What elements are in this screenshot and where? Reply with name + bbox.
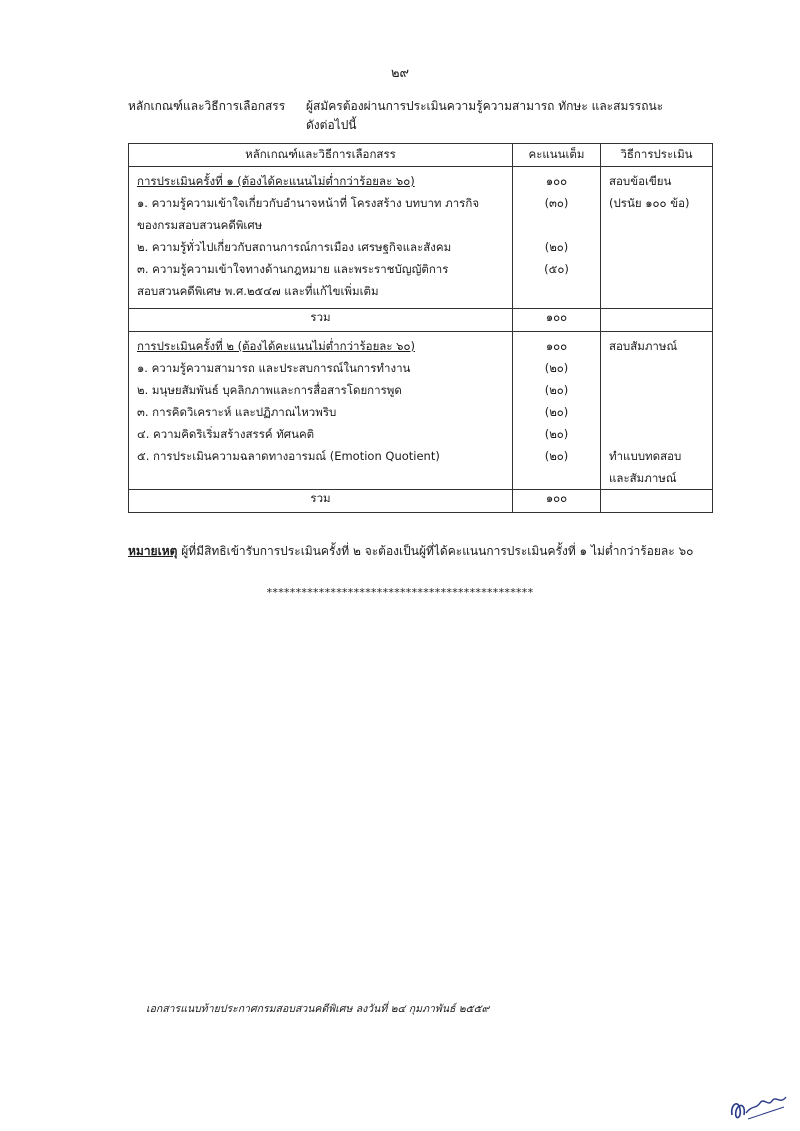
section-2-method-2-line-2: และสัมภาษณ์: [609, 471, 677, 485]
section-1-scores: [513, 167, 601, 309]
section-2-item-3-score: (๒๐): [544, 405, 569, 419]
section-2-item-1: ๑. ความรู้ความสามารถ และประสบการณ์ในการทำงาน: [137, 361, 411, 375]
section-1-method: [601, 167, 713, 309]
section-1-row: [129, 167, 713, 309]
section-2-method-2-line-1: ทำแบบทดสอบ: [609, 449, 682, 463]
intro-line-1: ผู้สมัครต้องผ่านการประเมินความรู้ความสามารถ ทักษะ และสมรรถนะ: [306, 99, 664, 113]
header-full-score: คะแนนเต็ม: [513, 144, 601, 167]
section-1-method-line-2: (ปรนัย ๑๐๐ ข้อ): [609, 196, 690, 210]
section-1-title-score: ๑๐๐: [545, 174, 568, 188]
section-1-item-1-line-1: ๑. ความรู้ความเข้าใจเกี่ยวกับอำนาจหน้าที่ โครงสร้าง บทบาท ภารกิจ: [137, 196, 480, 210]
section-1-item-3-line-1: ๓. ความรู้ความเข้าใจทางด้านกฎหมาย และพระราชบัญญัติการ: [137, 262, 449, 276]
criteria-table: [128, 143, 713, 513]
note: [128, 542, 693, 561]
separator: **********************************************: [266, 586, 534, 599]
table-header-row: [129, 144, 713, 167]
signature-mark: [726, 1085, 790, 1125]
intro-label: หลักเกณฑ์และวิธีการเลือกสรร: [128, 99, 286, 113]
section-2-total-row: [129, 490, 713, 513]
signature: [726, 1085, 790, 1129]
section-2-method-1: สอบสัมภาษณ์: [609, 339, 678, 353]
intro-line-2: ดังต่อไปนี้: [306, 118, 357, 132]
section-2-item-4: ๔. ความคิดริเริ่มสร้างสรรค์ ทัศนคติ: [137, 427, 315, 441]
section-1-criteria: [129, 167, 513, 309]
header-method: วิธีการประเมิน: [601, 144, 713, 167]
section-1-item-2-score: (๒๐): [544, 240, 569, 254]
section-2-item-2-score: (๒๐): [544, 383, 569, 397]
header-criteria: หลักเกณฑ์และวิธีการเลือกสรร: [129, 144, 513, 167]
section-2-title-score: ๑๐๐: [545, 339, 568, 353]
section-1-title: การประเมินครั้งที่ ๑ (ต้องได้คะแนนไม่ต่ำกว่าร้อยละ ๖๐): [137, 174, 415, 188]
section-2-item-2: ๒. มนุษยสัมพันธ์ บุคลิกภาพและการสื่อสารโดยการพูด: [137, 383, 402, 397]
section-2-title: การประเมินครั้งที่ ๒ (ต้องได้คะแนนไม่ต่ำกว่าร้อยละ ๖๐): [137, 339, 415, 353]
section-1-total-row: [129, 309, 713, 332]
section-1-item-1-line-2: ของกรมสอบสวนคดีพิเศษ: [137, 218, 263, 232]
section-2-item-3: ๓. การคิดวิเคราะห์ และปฏิภาณไหวพริบ: [137, 405, 337, 419]
note-label: หมายเหตุ: [128, 544, 178, 558]
page-number: ๒๙: [390, 66, 410, 81]
section-2-total-label: รวม: [129, 490, 513, 513]
section-2-item-1-score: (๒๐): [544, 361, 569, 375]
section-1-item-1-score: (๓๐): [544, 196, 569, 210]
note-text: ผู้ที่มีสิทธิเข้ารับการประเมินครั้งที่ ๒ จะต้องเป็นผู้ที่ได้คะแนนการประเมินครั้งที่ ๑ ไม่ต่ำกว่าร้อยละ ๖๐: [177, 544, 694, 558]
intro-text: [306, 97, 726, 135]
section-2-scores: [513, 332, 601, 490]
section-2-item-5-score: (๒๐): [544, 449, 569, 463]
section-2-method: [601, 332, 713, 490]
section-2-criteria: [129, 332, 513, 490]
section-1-item-3-line-2: สอบสวนคดีพิเศษ พ.ศ.๒๕๔๗ และที่แก้ไขเพิ่มเติม: [137, 284, 379, 298]
section-2-row: [129, 332, 713, 490]
section-2-total-score: ๑๐๐: [513, 490, 601, 513]
section-1-item-2: ๒. ความรู้ทั่วไปเกี่ยวกับสถานการณ์การเมือง เศรษฐกิจและสังคม: [137, 240, 452, 254]
section-1-total-score: ๑๐๐: [513, 309, 601, 332]
section-1-item-3-score: (๕๐): [544, 262, 569, 276]
section-1-method-line-1: สอบข้อเขียน: [609, 174, 672, 188]
section-2-item-4-score: (๒๐): [544, 427, 569, 441]
footer-reference: เอกสารแนบท้ายประกาศกรมสอบสวนคดีพิเศษ ลงวันที่ ๒๔ กุมภาพันธ์ ๒๕๕๙: [146, 1003, 490, 1015]
section-2-item-5: ๕. การประเมินความฉลาดทางอารมณ์ (Emotion Quotient): [137, 449, 440, 463]
section-1-total-label: รวม: [129, 309, 513, 332]
